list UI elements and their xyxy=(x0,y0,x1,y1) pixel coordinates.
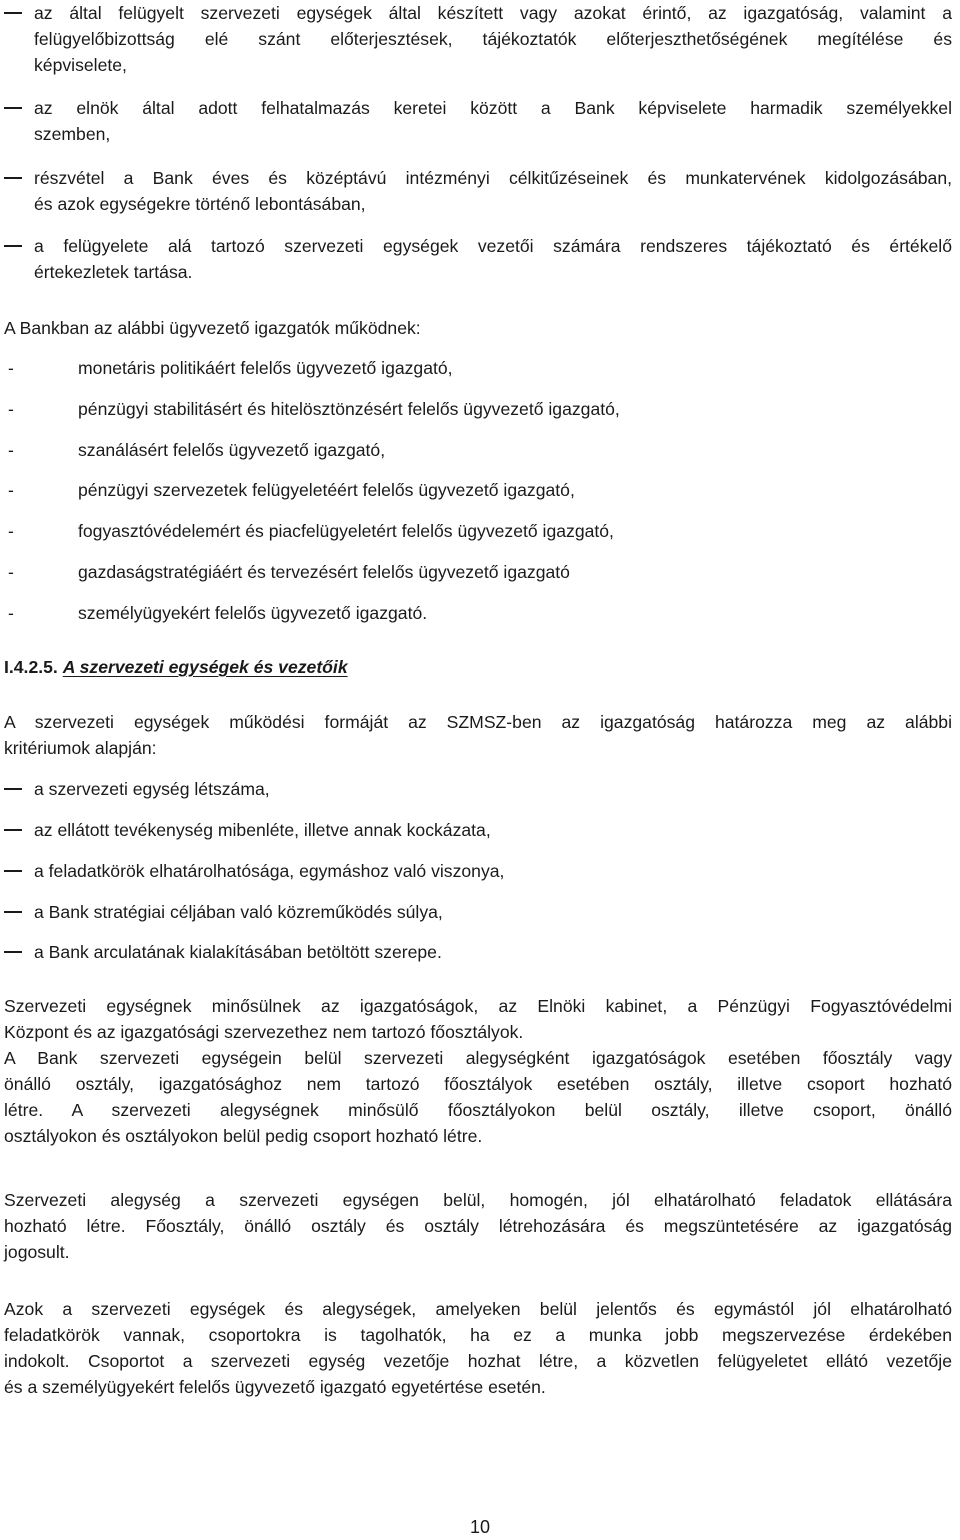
dash-bullet-icon xyxy=(4,245,22,247)
list-item: a feladatkörök elhatárolhatósága, egymáshoz való viszonya, xyxy=(0,858,956,884)
criteria-intro: A szervezeti egységek működési formáját az SZMSZ-ben az igazgatóság határozza meg az alábbi kritériumok alapján: xyxy=(4,712,952,758)
dash-bullet-icon xyxy=(4,829,22,831)
hyphen-bullet: - xyxy=(8,521,14,541)
paragraph: Azok a szervezeti egységek és alegységek, amelyeken belül jelentős és egymástól jól elhatárolható feladatkörök vannak, csoportokra is tagolhatók, ha ez a munka jobb megszervezése érdekében indokolt. Csoportot a szervezeti egység vezetője hozhat létre, a közvetlen felügyeletet ellátó vezetője és a személyügyekért felelős ügyvezető igazgató egyetértése esetén. xyxy=(4,1299,952,1397)
paragraph: Szervezeti alegység a szervezeti egységen belül, homogén, jól elhatárolható feladatok ellátására hozható létre. Főosztály, önálló osztály és osztály létrehozására és megszüntetésére az igazgatóság jogosult. xyxy=(4,1190,952,1262)
list-item: - pénzügyi szervezetek felügyeletéért felelős ügyvezető igazgató, xyxy=(0,477,575,503)
list-item: az ellátott tevékenység mibenléte, illetve annak kockázata, xyxy=(0,817,956,843)
dash-bullet-icon xyxy=(4,107,22,109)
hyphen-bullet: - xyxy=(8,440,14,460)
list-item: a szervezeti egység létszáma, xyxy=(0,776,956,802)
dash-bullet-icon xyxy=(4,951,22,953)
hyphen-bullet: - xyxy=(8,358,14,378)
dash-bullet-icon xyxy=(4,12,22,14)
page-number: 10 xyxy=(469,1517,491,1537)
directors-intro: A Bankban az alábbi ügyvezető igazgatók működnek: xyxy=(4,318,421,338)
list-item: - szanálásért felelős ügyvezető igazgató, xyxy=(0,437,385,463)
hyphen-bullet: - xyxy=(8,603,14,623)
list-item: - pénzügyi stabilitásért és hitelösztönzésért felelős ügyvezető igazgató, xyxy=(0,396,620,422)
section-title: A szervezeti egységek és vezetőik xyxy=(62,657,348,677)
list-item: - gazdaságstratégiáért és tervezésért felelős ügyvezető igazgató xyxy=(0,559,570,585)
dash-bullet-icon xyxy=(4,177,22,179)
hyphen-bullet: - xyxy=(8,480,14,500)
list-item: - személyügyekért felelős ügyvezető igazgató. xyxy=(0,600,427,626)
list-item: a felügyelete alá tartozó szervezeti egységek vezetői számára rendszeres tájékoztató és értékelő értekezletek tartása. xyxy=(0,233,956,285)
list-item: a Bank stratégiai céljában való közreműködés súlya, xyxy=(0,899,956,925)
list-item: - fogyasztóvédelemért és piacfelügyeletért felelős ügyvezető igazgató, xyxy=(0,518,614,544)
section-number: I.4.2.5. xyxy=(4,657,58,677)
hyphen-bullet: - xyxy=(8,562,14,582)
list-item: az által felügyelt szervezeti egységek által készített vagy azokat érintő, az igazgatóság, valamint a felügyelőbizottság elé szánt előterjesztések, tájékoztatók előterjeszthetőségének megítélése és képviselete, xyxy=(0,0,956,78)
hyphen-bullet: - xyxy=(8,399,14,419)
dash-bullet-icon xyxy=(4,788,22,790)
list-item: az elnök által adott felhatalmazás keretei között a Bank képviselete harmadik személyekkel szemben, xyxy=(0,95,956,147)
dash-bullet-icon xyxy=(4,870,22,872)
paragraph: Szervezeti egységnek minősülnek az igazgatóságok, az Elnöki kabinet, a Pénzügyi Fogyasztóvédelmi Központ és az igazgatósági szervezethez nem tartozó főosztályok. A Bank szervezeti egységein belül szervezeti alegységként igazgatóságok esetében főosztály vagy önálló osztály, igazgatósághoz nem tartozó főosztályok esetében osztály, illetve csoport hozható létre. A szervezeti alegységnek minősülő főosztályokon belül osztály, illetve csoport, önálló osztályokon és osztályokon belül pedig csoport hozható létre. xyxy=(4,996,952,1146)
section-heading xyxy=(4,654,348,680)
list-item: - monetáris politikáért felelős ügyvezető igazgató, xyxy=(0,355,453,381)
dash-bullet-icon xyxy=(4,911,22,913)
list-item: a Bank arculatának kialakításában betöltött szerepe. xyxy=(0,939,956,965)
list-item: részvétel a Bank éves és középtávú intézményi célkitűzéseinek és munkatervének kidolgozásában, és azok egységekre történő lebontásában, xyxy=(0,165,956,217)
